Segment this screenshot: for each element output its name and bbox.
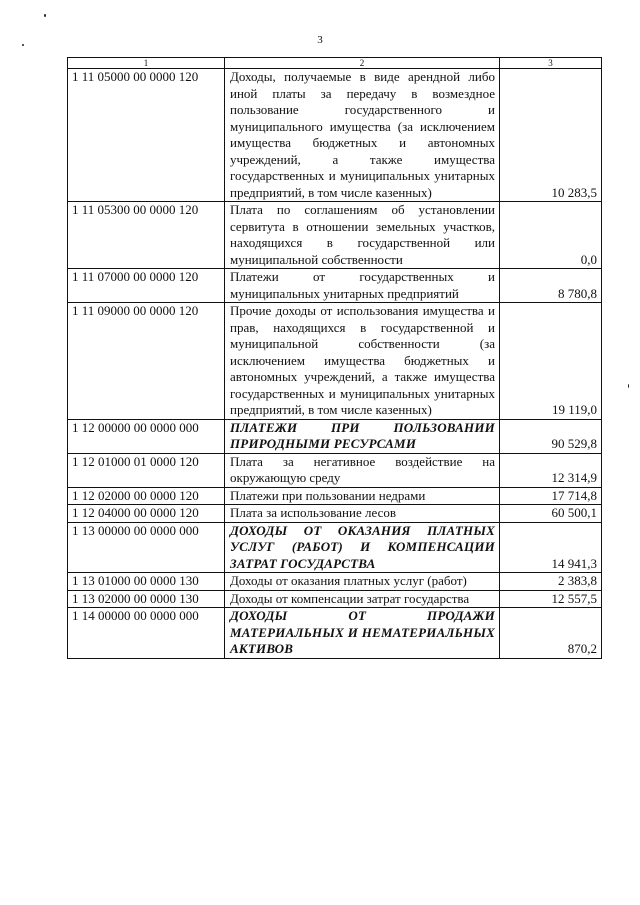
table-row <box>68 453 602 487</box>
budget-code: 1 11 09000 00 0000 120 <box>68 303 225 420</box>
revenue-description: Плата за негативное воздействие на окружающую среду <box>225 453 500 487</box>
table-row <box>68 487 602 505</box>
table-row <box>68 303 602 420</box>
budget-code: 1 12 01000 01 0000 120 <box>68 453 225 487</box>
budget-code: 1 12 02000 00 0000 120 <box>68 487 225 505</box>
budget-code: 1 11 05300 00 0000 120 <box>68 202 225 269</box>
table-row-section <box>68 419 602 453</box>
revenue-amount: 60 500,1 <box>500 505 602 523</box>
revenue-amount: 0,0 <box>500 202 602 269</box>
revenue-description: Доходы от компенсации затрат государства <box>225 590 500 608</box>
section-description: ДОХОДЫ ОТ ПРОДАЖИ МАТЕРИАЛЬНЫХ И НЕМАТЕРИАЛЬНЫХ АКТИВОВ <box>225 608 500 659</box>
revenue-description: Прочие доходы от использования имущества и прав, находящихся в государственной и муниципальной собственности (за исключением имущества бюджетных и автономных учреждений, а также имущества государственных и муниципальных унитарных предприятий, в том числе казенных) <box>225 303 500 420</box>
revenue-amount: 12 314,9 <box>500 453 602 487</box>
revenue-amount: 870,2 <box>500 608 602 659</box>
table-row <box>68 590 602 608</box>
budget-revenue-table <box>67 57 602 659</box>
budget-code: 1 12 04000 00 0000 120 <box>68 505 225 523</box>
header-cell-description: 2 <box>225 58 500 69</box>
table-row <box>68 202 602 269</box>
revenue-amount: 19 119,0 <box>500 303 602 420</box>
table-header-row <box>68 58 602 69</box>
revenue-amount: 10 283,5 <box>500 69 602 202</box>
table-row-section <box>68 608 602 659</box>
section-description: ПЛАТЕЖИ ПРИ ПОЛЬЗОВАНИИ ПРИРОДНЫМИ РЕСУРСАМИ <box>225 419 500 453</box>
revenue-description: Платежи от государственных и муниципальных унитарных предприятий <box>225 269 500 303</box>
revenue-description: Платежи при пользовании недрами <box>225 487 500 505</box>
revenue-amount: 17 714,8 <box>500 487 602 505</box>
header-cell-amount: 3 <box>500 58 602 69</box>
table-row <box>68 269 602 303</box>
budget-code: 1 11 05000 00 0000 120 <box>68 69 225 202</box>
table-row-section <box>68 522 602 573</box>
revenue-description: Плата по соглашениям об установлении сервитута в отношении земельных участков, находящихся в государственной или муниципальной собственности <box>225 202 500 269</box>
budget-code: 1 11 07000 00 0000 120 <box>68 269 225 303</box>
revenue-description: Плата за использование лесов <box>225 505 500 523</box>
budget-code: 1 13 01000 00 0000 130 <box>68 573 225 591</box>
revenue-amount: 12 557,5 <box>500 590 602 608</box>
table-row <box>68 573 602 591</box>
scan-speck <box>44 14 46 17</box>
revenue-amount: 14 941,3 <box>500 522 602 573</box>
revenue-description: Доходы от оказания платных услуг (работ) <box>225 573 500 591</box>
section-description: ДОХОДЫ ОТ ОКАЗАНИЯ ПЛАТНЫХ УСЛУГ (РАБОТ) И КОМПЕНСАЦИИ ЗАТРАТ ГОСУДАРСТВА <box>225 522 500 573</box>
budget-code: 1 13 02000 00 0000 130 <box>68 590 225 608</box>
revenue-amount: 2 383,8 <box>500 573 602 591</box>
header-cell-code: 1 <box>68 58 225 69</box>
budget-code: 1 13 00000 00 0000 000 <box>68 522 225 573</box>
table-row <box>68 505 602 523</box>
budget-code: 1 14 00000 00 0000 000 <box>68 608 225 659</box>
revenue-description: Доходы, получаемые в виде арендной либо иной платы за передачу в возмездное пользование государственного и муниципального имущества (за исключением имущества бюджетных и автономных учреждений, а также имущества государственных и муниципальных унитарных предприятий, в том числе казенных) <box>225 69 500 202</box>
page-number: 3 <box>317 34 323 46</box>
revenue-amount: 8 780,8 <box>500 269 602 303</box>
scan-speck <box>628 384 629 388</box>
budget-code: 1 12 00000 00 0000 000 <box>68 419 225 453</box>
table-row <box>68 69 602 202</box>
revenue-amount: 90 529,8 <box>500 419 602 453</box>
